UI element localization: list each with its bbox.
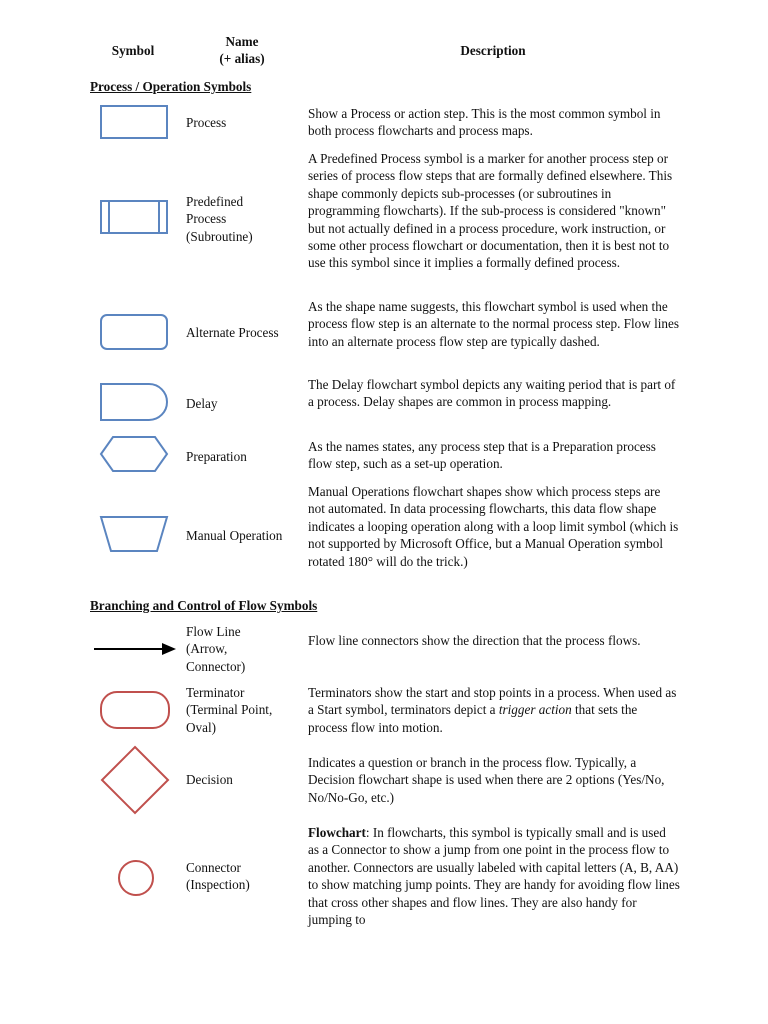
row-process-desc: Show a Process or action step. This is the most common symbol in both process flowcharts and process maps. (308, 106, 661, 139)
row-connector-desc-rest: : In flowcharts, this symbol is typically small and is used as a Connector to show a jump from one point in the process flow to another. Connectors are usually labeled with capital letters (A, B, AA) to show matching jump points. They are handy for avoiding flow lines that cross other shapes and flow lines. They are also handy for jumping to (308, 825, 680, 928)
header-name-line2: (+ alias) (219, 51, 265, 67)
row-manual-name: Manual Operation (186, 528, 283, 543)
process-symbol-icon (99, 104, 171, 140)
row-process-name: Process (186, 115, 227, 130)
row-predefined-name: Predefined Process (Subroutine) (186, 194, 253, 244)
header-description: Description (460, 43, 526, 58)
row-connector-desc-bold: Flowchart (308, 825, 366, 840)
row-alternate-name: Alternate Process (186, 325, 279, 340)
row-flowline-desc: Flow line connectors show the direction that the process flows. (308, 633, 641, 648)
row-alternate-desc: As the shape name suggests, this flowchart symbol is used when the process flow step is an alternate to the normal process step. Flow lines into an alternate process flow step are typically dashed. (308, 299, 679, 349)
decision-symbol-icon (99, 744, 171, 816)
predefined-process-symbol-icon (99, 199, 171, 235)
terminator-symbol-icon (99, 690, 173, 732)
header-name (200, 33, 284, 68)
section-process-operation: Process / Operation Symbols (90, 79, 252, 94)
row-predefined-desc: A Predefined Process symbol is a marker for another process step or series of process flow steps that are formally defined elsewhere. This shape commonly depicts sub-processes (or subroutines in programming flowcharts). If the sub-process is considered "known" but not actually defined in a process procedure, work instruction, or some other process flowchart or documentation, then it is best not to use this symbol since it implies a formally defined process. (308, 151, 673, 271)
section-branching-control: Branching and Control of Flow Symbols (90, 598, 318, 613)
row-terminator-desc (308, 684, 680, 736)
row-connector-name: Connector (Inspection) (186, 860, 250, 893)
flow-line-arrow-icon (92, 640, 178, 658)
row-terminator-name: Terminator (Terminal Point, Oval) (186, 685, 273, 735)
row-delay-name: Delay (186, 396, 218, 411)
row-decision-name: Decision (186, 772, 233, 787)
row-terminator-desc-italic: trigger action (498, 702, 572, 718)
row-preparation-desc: As the names states, any process step that is a Preparation process flow step, such as a set-up operation. (308, 439, 656, 472)
header-name-line1: Name (225, 34, 259, 49)
row-preparation-name: Preparation (186, 449, 247, 464)
header-symbol: Symbol (111, 43, 155, 58)
connector-symbol-icon (116, 858, 156, 898)
row-decision-desc: Indicates a question or branch in the process flow. Typically, a Decision flowchart shape is used when there are 2 options (Yes/No, No/No-Go, etc.) (308, 755, 665, 805)
row-manual-desc: Manual Operations flowchart shapes show which process steps are not automated. In data processing flowcharts, this data flow shape indicates a looping operation along with a loop limit symbol (which is not supported by Microsoft Office, but a Manual Operation symbol rotated 180° will do the trick.) (308, 484, 679, 569)
row-connector-desc (308, 824, 680, 928)
row-terminator-desc-end: that sets the process flow into motion. (308, 702, 638, 735)
row-flowline-name: Flow Line (Arrow, Connector) (186, 624, 246, 674)
preparation-symbol-icon (99, 435, 171, 473)
row-delay-desc: The Delay flowchart symbol depicts any waiting period that is part of a process. Delay shapes are common in process mapping. (308, 377, 676, 410)
manual-operation-symbol-icon (99, 515, 171, 553)
delay-symbol-icon (99, 382, 171, 422)
alternate-process-symbol-icon (99, 313, 171, 351)
row-terminator-desc-start: Terminators show the start and stop points in a process. When used as a Start symbol, terminators depict a (308, 685, 677, 718)
